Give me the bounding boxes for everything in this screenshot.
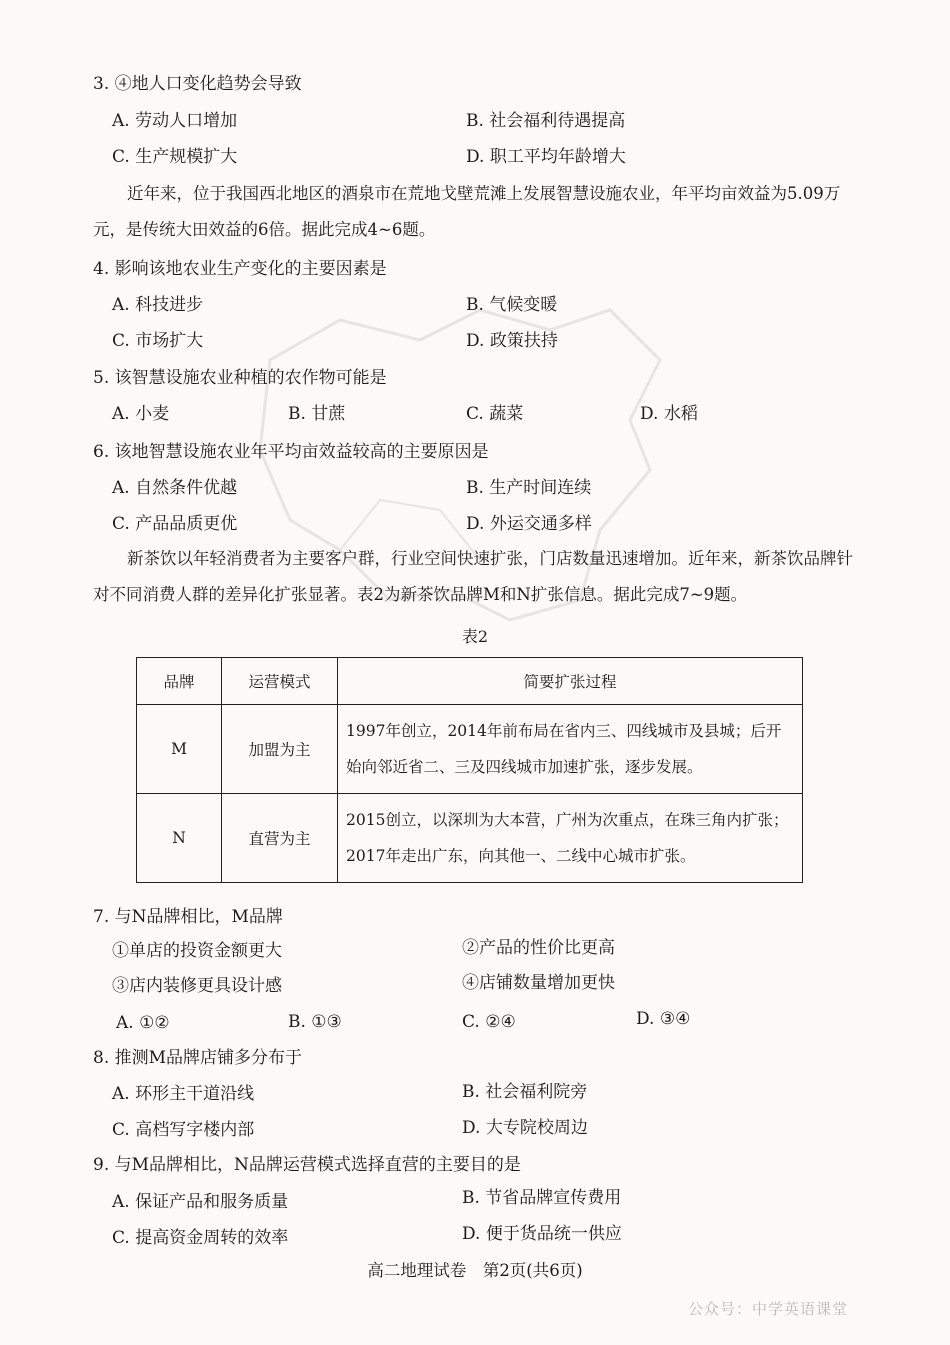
- question-5-stem: 5. 该智慧设施农业种植的农作物可能是: [93, 368, 387, 388]
- q3-option-c: C. 生产规模扩大: [112, 147, 238, 167]
- q3-option-b: B. 社会福利待遇提高: [466, 111, 626, 131]
- q6-option-a: A. 自然条件优越: [112, 478, 238, 498]
- process-cell: 1997年创立，2014年前布局在省内三、四线城市及县城；后开始向邻近省二、三及四线城市加速扩张，逐步发展。: [338, 705, 803, 794]
- q7-option-b: B. ①③: [288, 1012, 342, 1032]
- question-4-stem: 4. 影响该地农业生产变化的主要因素是: [93, 259, 387, 279]
- table-caption: 表2: [461, 627, 489, 646]
- table-header-row: [137, 658, 803, 705]
- page-footer: 高二地理试卷 第2页(共6页): [367, 1261, 583, 1280]
- brand-cell: M: [137, 705, 222, 794]
- q4-option-a: A. 科技进步: [112, 295, 204, 315]
- q4-option-c: C. 市场扩大: [112, 331, 204, 351]
- q8-option-b: B. 社会福利院旁: [462, 1082, 588, 1102]
- q5-option-b: B. 甘蔗: [288, 404, 346, 424]
- q8-option-c: C. 高档写字楼内部: [112, 1120, 255, 1140]
- q6-option-d: D. 外运交通多样: [466, 514, 592, 534]
- header-mode: 运营模式: [222, 658, 338, 705]
- q3-option-a: A. 劳动人口增加: [112, 111, 238, 131]
- q4-option-d: D. 政策扶持: [466, 331, 558, 351]
- q9-option-a: A. 保证产品和服务质量: [112, 1192, 289, 1212]
- question-8-stem: 8. 推测M品牌店铺多分布于: [93, 1048, 303, 1068]
- q5-option-d: D. 水稻: [640, 404, 698, 424]
- question-3-stem: 3. ④地人口变化趋势会导致: [93, 74, 302, 94]
- process-cell: 2015创立，以深圳为大本营，广州为次重点，在珠三角内扩张；2017年走出广东，向其他一、二线中心城市扩张。: [338, 794, 803, 883]
- q4-option-b: B. 气候变暖: [466, 295, 558, 315]
- q7-item-2: ②产品的性价比更高: [462, 938, 615, 958]
- q6-option-c: C. 产品品质更优: [112, 514, 238, 534]
- brand-cell: N: [137, 794, 222, 883]
- question-6-stem: 6. 该地智慧设施农业年平均亩效益较高的主要原因是: [93, 442, 489, 462]
- q7-option-c: C. ②④: [462, 1012, 516, 1032]
- q7-option-a: A. ①②: [116, 1013, 170, 1033]
- q8-option-a: A. 环形主干道沿线: [112, 1084, 255, 1104]
- q9-option-c: C. 提高资金周转的效率: [112, 1228, 289, 1248]
- q7-item-1: ①单店的投资金额更大: [112, 941, 282, 961]
- question-9-stem: 9. 与M品牌相比，N品牌运营模式选择直营的主要目的是: [93, 1155, 521, 1175]
- q7-item-3: ③店内装修更具设计感: [112, 976, 282, 996]
- mode-cell: 直营为主: [222, 794, 338, 883]
- header-brand: 品牌: [137, 658, 222, 705]
- q7-option-d: D. ③④: [636, 1009, 691, 1029]
- expansion-table: [136, 657, 803, 883]
- q5-option-c: C. 蔬菜: [466, 404, 524, 424]
- header-process: 简要扩张过程: [338, 658, 803, 705]
- q7-item-4: ④店铺数量增加更快: [462, 973, 615, 993]
- q5-option-a: A. 小麦: [112, 404, 170, 424]
- table-row: [137, 794, 803, 883]
- q9-option-b: B. 节省品牌宣传费用: [462, 1188, 622, 1208]
- passage-tea-drinks: 新茶饮以年轻消费者为主要客户群，行业空间快速扩张，门店数量迅速增加。近年来，新茶饮品牌针对不同消费人群的差异化扩张显著。表2为新茶饮品牌M和N扩张信息。据此完成7~9题。: [93, 549, 853, 604]
- mode-cell: 加盟为主: [222, 705, 338, 794]
- q8-option-d: D. 大专院校周边: [462, 1118, 588, 1138]
- table-row: [137, 705, 803, 794]
- watermark: 公众号：中学英语课堂: [688, 1300, 849, 1318]
- question-7-stem: 7. 与N品牌相比，M品牌: [93, 907, 283, 927]
- passage-agriculture: 近年来，位于我国西北地区的酒泉市在荒地戈壁荒滩上发展智慧设施农业，年平均亩效益为5.09万元，是传统大田效益的6倍。据此完成4~6题。: [93, 184, 841, 239]
- q6-option-b: B. 生产时间连续: [466, 478, 592, 498]
- q9-option-d: D. 便于货品统一供应: [462, 1224, 622, 1244]
- q3-option-d: D. 职工平均年龄增大: [466, 147, 626, 167]
